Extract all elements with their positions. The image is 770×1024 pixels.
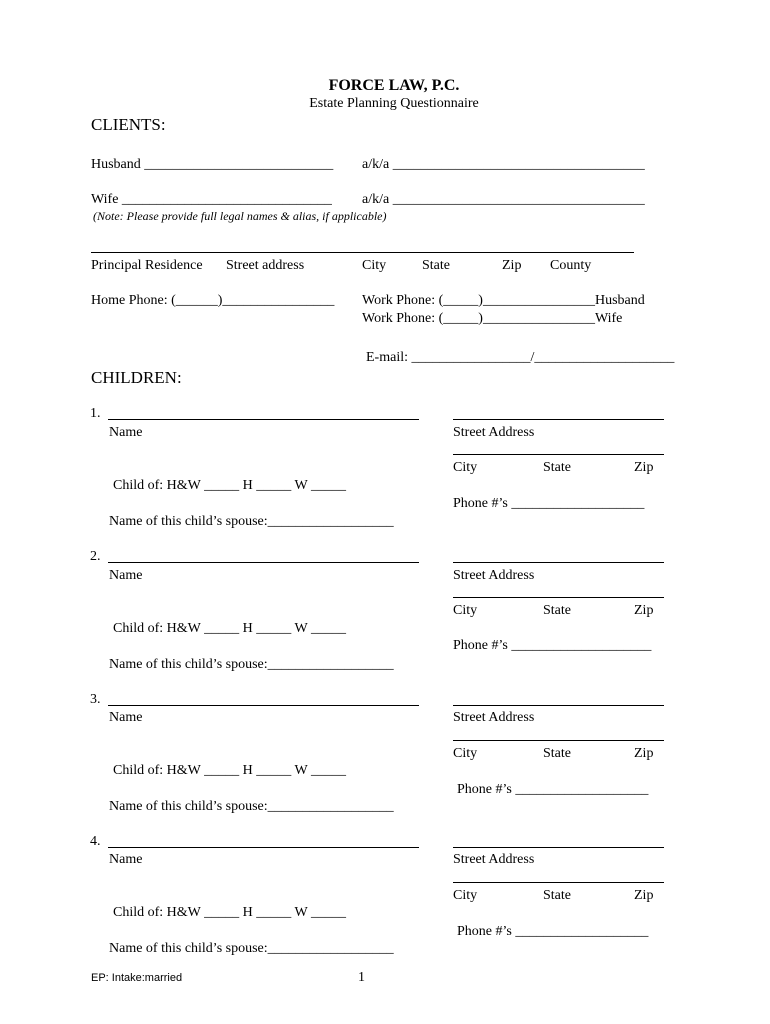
child-state-label: State: [543, 603, 571, 618]
child-state-label: State: [543, 460, 571, 475]
document-title: Estate Planning Questionnaire: [309, 96, 479, 111]
husband-aka-field[interactable]: a/k/a ____________________________________: [362, 157, 645, 172]
child-entry-4: [0, 833, 770, 973]
child-name-label: Name: [109, 710, 143, 725]
child-number: 4.: [90, 834, 101, 849]
child-spouse-field[interactable]: Name of this child’s spouse:__________________: [109, 657, 394, 672]
child-entry-1: [0, 405, 770, 545]
child-zip-label: Zip: [634, 888, 654, 903]
child-phone-field[interactable]: Phone #’s ___________________: [457, 924, 649, 939]
child-city-label: City: [453, 603, 478, 618]
child-of-field[interactable]: Child of: H&W _____ H _____ W _____: [113, 621, 346, 636]
child-of-field[interactable]: Child of: H&W _____ H _____ W _____: [113, 478, 346, 493]
email-field[interactable]: E-mail: _________________/____________________: [366, 350, 675, 365]
child-street-line[interactable]: [453, 562, 664, 563]
child-city-label: City: [453, 460, 478, 475]
principal-residence-label: Principal Residence: [91, 258, 203, 273]
child-street-line[interactable]: [453, 705, 664, 706]
zip-label: Zip: [502, 258, 522, 273]
child-spouse-field[interactable]: Name of this child’s spouse:__________________: [109, 514, 394, 529]
child-phone-field[interactable]: Phone #’s ____________________: [453, 638, 652, 653]
child-zip-label: Zip: [634, 746, 654, 761]
work-phone-wife-field[interactable]: Work Phone: (_____)________________Wife: [362, 311, 623, 326]
child-name-line[interactable]: [108, 847, 419, 848]
child-phone-field[interactable]: Phone #’s ___________________: [457, 782, 649, 797]
child-name-label: Name: [109, 852, 143, 867]
child-of-field[interactable]: Child of: H&W _____ H _____ W _____: [113, 763, 346, 778]
clients-heading: CLIENTS:: [91, 115, 166, 134]
child-state-label: State: [543, 888, 571, 903]
child-number: 2.: [90, 549, 101, 564]
child-entry-3: [0, 691, 770, 831]
child-city-label: City: [453, 746, 478, 761]
child-street-line[interactable]: [453, 419, 664, 420]
child-name-label: Name: [109, 568, 143, 583]
child-name-line[interactable]: [108, 705, 419, 706]
child-city-line[interactable]: [453, 454, 664, 455]
child-state-label: State: [543, 746, 571, 761]
child-zip-label: Zip: [634, 603, 654, 618]
child-entry-2: [0, 548, 770, 688]
child-name-line[interactable]: [108, 562, 419, 563]
page-number: 1: [358, 970, 365, 985]
child-number: 3.: [90, 692, 101, 707]
home-phone-field[interactable]: Home Phone: (______)________________: [91, 293, 335, 308]
child-street-label: Street Address: [453, 568, 535, 583]
child-city-line[interactable]: [453, 740, 664, 741]
child-street-label: Street Address: [453, 425, 535, 440]
child-phone-field[interactable]: Phone #’s ___________________: [453, 496, 645, 511]
child-spouse-field[interactable]: Name of this child’s spouse:__________________: [109, 799, 394, 814]
child-name-label: Name: [109, 425, 143, 440]
child-number: 1.: [90, 406, 101, 421]
child-city-label: City: [453, 888, 478, 903]
child-street-label: Street Address: [453, 852, 535, 867]
child-zip-label: Zip: [634, 460, 654, 475]
street-address-label: Street address: [226, 258, 305, 273]
wife-aka-field[interactable]: a/k/a ____________________________________: [362, 192, 645, 207]
child-name-line[interactable]: [108, 419, 419, 420]
husband-name-field[interactable]: Husband ___________________________: [91, 157, 334, 172]
state-label: State: [422, 258, 450, 273]
child-city-line[interactable]: [453, 882, 664, 883]
wife-name-field[interactable]: Wife ______________________________: [91, 192, 332, 207]
form-code: EP: Intake:married: [91, 972, 183, 984]
city-label: City: [362, 258, 387, 273]
child-street-label: Street Address: [453, 710, 535, 725]
child-of-field[interactable]: Child of: H&W _____ H _____ W _____: [113, 905, 346, 920]
child-city-line[interactable]: [453, 597, 664, 598]
firm-name: FORCE LAW, P.C.: [328, 77, 460, 94]
county-label: County: [550, 258, 592, 273]
children-heading: CHILDREN:: [91, 368, 182, 387]
child-spouse-field[interactable]: Name of this child’s spouse:__________________: [109, 941, 394, 956]
work-phone-husband-field[interactable]: Work Phone: (_____)________________Husband: [362, 293, 645, 308]
legal-names-note: (Note: Please provide full legal names & alias, if applicable): [93, 209, 387, 223]
child-street-line[interactable]: [453, 847, 664, 848]
residence-line[interactable]: [91, 252, 634, 253]
